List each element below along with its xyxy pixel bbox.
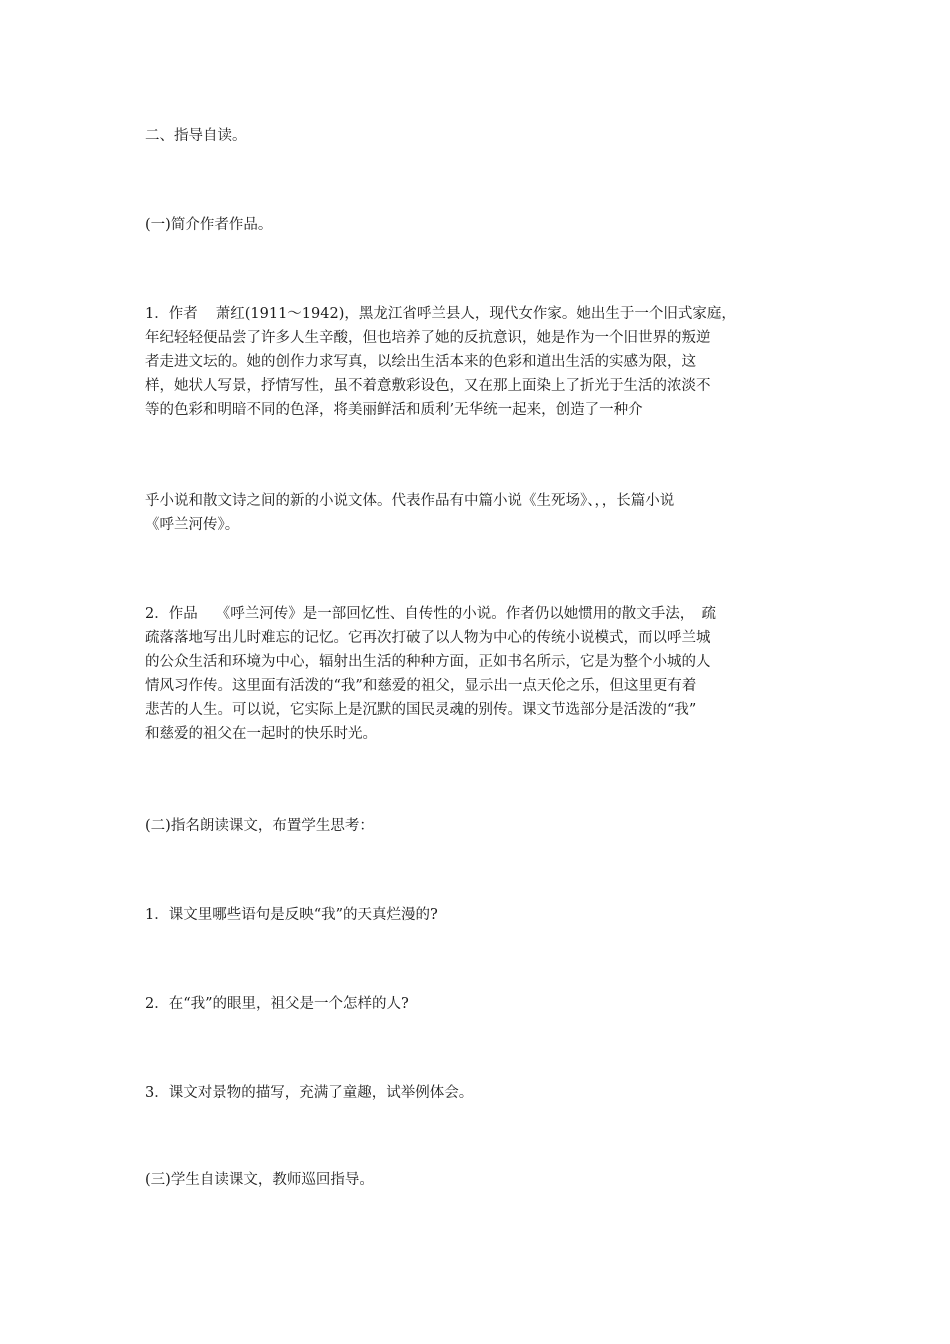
work-paragraph-line-5: 悲苦的人生。可以说，它实际上是沉默的国民灵魂的别传。课文节选部分是活泼的“我” <box>145 702 697 718</box>
heading-self-study: 二、指导自读。 <box>145 128 247 144</box>
question-item: 1．课文里哪些语句是反映“我”的天真烂漫的? <box>145 907 438 923</box>
author-paragraph-line-3: 者走进文坛的。她的创作力求写真，以绘出生活本来的色彩和道出生活的实感为限，这 <box>145 354 696 370</box>
section-1-title: (一)简介作者作品。 <box>145 217 273 233</box>
author-paragraph <box>145 302 810 422</box>
section-3-title: (三)学生自读课文，教师巡回指导。 <box>145 1172 374 1188</box>
author-paragraph-line-4: 样，她状人写景，抒情写性，虽不着意敷彩设色，又在那上面染上了折光于生活的浓淡不 <box>145 378 711 394</box>
author-paragraph-line-1: 1．作者 萧红(1911～1942)，黑龙江省呼兰县人，现代女作家。她出生于一个旧式家庭， <box>145 306 736 322</box>
author-paragraph-continued <box>145 489 810 537</box>
work-paragraph-line-3: 的公众生活和环境为中心，辐射出生活的种种方面，正如书名所示，它是为整个小城的人 <box>145 654 711 670</box>
work-paragraph-line-1: 2．作品 《呼兰河传》是一部回忆性、自传性的小说。作者仍以她惯用的散文手法， 疏 <box>145 606 716 622</box>
work-paragraph <box>145 602 810 746</box>
work-label: 2．作品 <box>145 606 198 622</box>
question-item: 2．在“我”的眼里，祖父是一个怎样的人? <box>145 996 409 1012</box>
work-paragraph-line-4: 情风习作传。这里面有活泼的“我”和慈爱的祖父，显示出一点天伦之乐，但这里更有着 <box>145 678 697 694</box>
section-2-title: (二)指名朗读课文，布置学生思考： <box>145 818 374 834</box>
author-label: 1．作者 <box>145 306 198 322</box>
work-paragraph-line-6: 和慈爱的祖父在一起时的快乐时光。 <box>145 726 377 742</box>
question-item: 3．课文对景物的描写，充满了童趣，试举例体会。 <box>145 1085 474 1101</box>
author-paragraph-line-2: 年纪轻轻便品尝了许多人生辛酸，但也培养了她的反抗意识，她是作为一个旧世界的叛逆 <box>145 330 711 346</box>
author-paragraph-line-5: 等的色彩和明暗不同的色泽，将美丽鲜活和质利’无华统一起来，创造了一种介 <box>145 402 643 418</box>
author-cont-line-1: 乎小说和散文诗之间的新的小说文体。代表作品有中篇小说《生死场》、，，长篇小说 <box>145 493 675 509</box>
author-cont-line-2: 《呼兰河传》。 <box>145 517 240 533</box>
work-paragraph-line-2: 疏落落地写出儿时难忘的记忆。它再次打破了以人物为中心的传统小说模式，而以呼兰城 <box>145 630 711 646</box>
